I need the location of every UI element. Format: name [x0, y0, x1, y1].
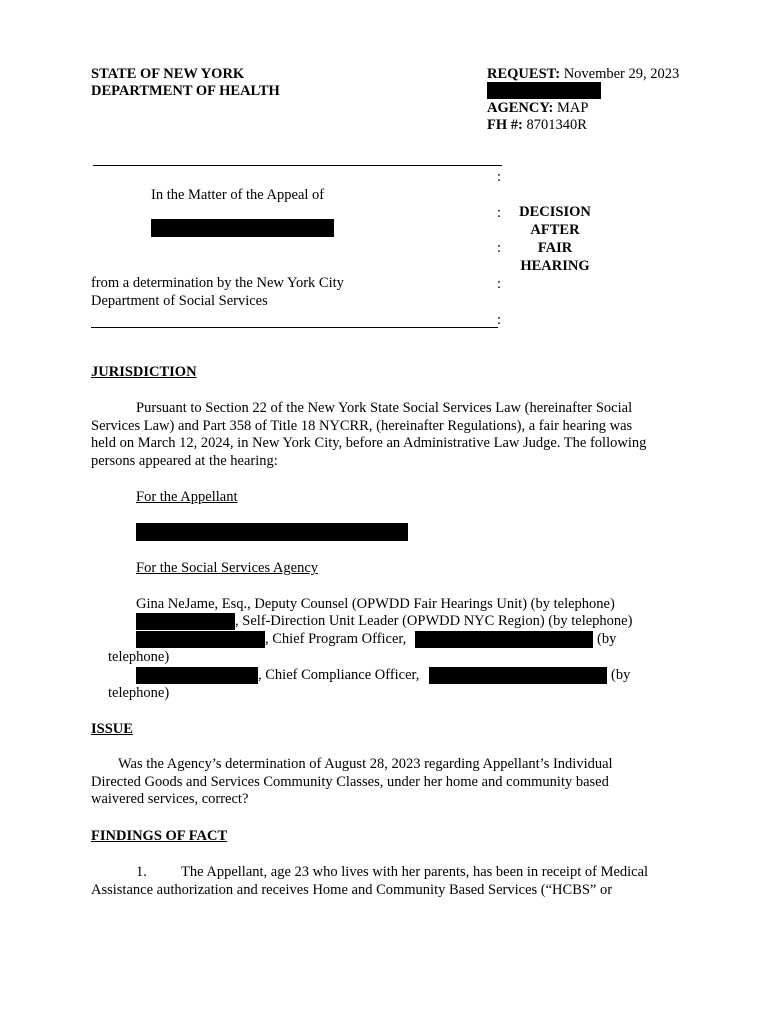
redaction-block: [136, 523, 408, 541]
finding-number: 1.: [136, 864, 147, 880]
request-value: November 29, 2023: [563, 66, 680, 82]
fh-value: 8701340R: [526, 117, 587, 133]
paragraph-line: Pursuant to Section 22 of the New York State Social Services Law (hereinafter Social: [136, 400, 633, 416]
determination-line-1: from a determination by the New York City: [91, 275, 344, 291]
determination-line-2: Department of Social Services: [91, 293, 268, 309]
department-name: DEPARTMENT OF HEALTH: [91, 83, 280, 99]
decision-title: [517, 203, 593, 275]
redaction-block: [429, 667, 607, 684]
fair-word: FAIR: [537, 240, 573, 256]
paragraph-line: Services Law) and Part 358 of Title 18 NYCRR, (hereinafter Regulations), a fair hearing was: [91, 417, 633, 434]
agency-person-line-end: (by: [597, 631, 617, 647]
agency-label: AGENCY:: [487, 100, 554, 116]
issue-heading: ISSUE: [91, 721, 133, 737]
finding-text-line: The Appellant, age 23 who lives with her parents, has been in receipt of Medical: [181, 864, 649, 880]
caption-colon: :: [497, 240, 502, 256]
agency-person-line: , Chief Program Officer,: [265, 631, 407, 647]
paragraph-line: held on March 12, 2024, in New York City, before an Administrative Law Judge. The following: [91, 435, 647, 451]
appellant-heading: For the Appellant: [136, 489, 238, 505]
after-word: AFTER: [530, 222, 580, 238]
redaction-block: [136, 613, 235, 630]
jurisdiction-paragraph: [91, 400, 691, 470]
agency-person-line: , Chief Compliance Officer,: [258, 667, 420, 683]
redaction-block: [487, 82, 601, 99]
agency-person-line-wrap: telephone): [108, 685, 170, 701]
caption-bottom-rule: [91, 327, 498, 328]
decision-word: DECISION: [519, 204, 591, 220]
finding-text-line: Assistance authorization and receives Home and Community Based Services (“HCBS” or: [91, 882, 613, 898]
caption-colon: :: [497, 205, 502, 221]
matter-text: In the Matter of the Appeal of: [151, 187, 325, 203]
hearing-word: HEARING: [520, 258, 590, 274]
fh-label: FH #:: [487, 117, 523, 133]
agency-person-line: , Self-Direction Unit Leader (OPWDD NYC Region) (by telephone): [235, 613, 633, 629]
paragraph-line: Was the Agency’s determination of August 28, 2023 regarding Appellant’s Individual: [118, 756, 613, 772]
fh-number: [487, 117, 587, 134]
agency-value: MAP: [556, 100, 589, 116]
redaction-block: [136, 631, 265, 648]
agency-person-line-wrap: telephone): [108, 649, 170, 665]
redaction-block: [136, 667, 258, 684]
redaction-block: [415, 631, 593, 648]
caption-colon: :: [497, 276, 502, 292]
issue-paragraph: [91, 756, 691, 809]
agency-person-line-end: (by: [611, 667, 631, 683]
paragraph-line: waivered services, correct?: [91, 791, 249, 807]
agency-code: [487, 100, 588, 117]
paragraph-line: Directed Goods and Services Community Classes, under her home and community based: [91, 773, 609, 790]
agency-heading: For the Social Services Agency: [136, 560, 319, 576]
caption-top-rule: [93, 165, 502, 166]
paragraph-line: persons appeared at the hearing:: [91, 452, 278, 469]
caption-colon: :: [497, 312, 502, 328]
caption-colon: :: [497, 169, 502, 185]
jurisdiction-heading: JURISDICTION: [91, 364, 197, 380]
agency-person-line: Gina NeJame, Esq., Deputy Counsel (OPWDD Fair Hearings Unit) (by telephone): [136, 596, 615, 612]
redaction-block: [151, 219, 334, 237]
request-date: [487, 66, 679, 83]
state-name: STATE OF NEW YORK: [91, 66, 245, 82]
request-label: REQUEST:: [487, 66, 561, 82]
findings-heading: FINDINGS OF FACT: [91, 828, 228, 844]
